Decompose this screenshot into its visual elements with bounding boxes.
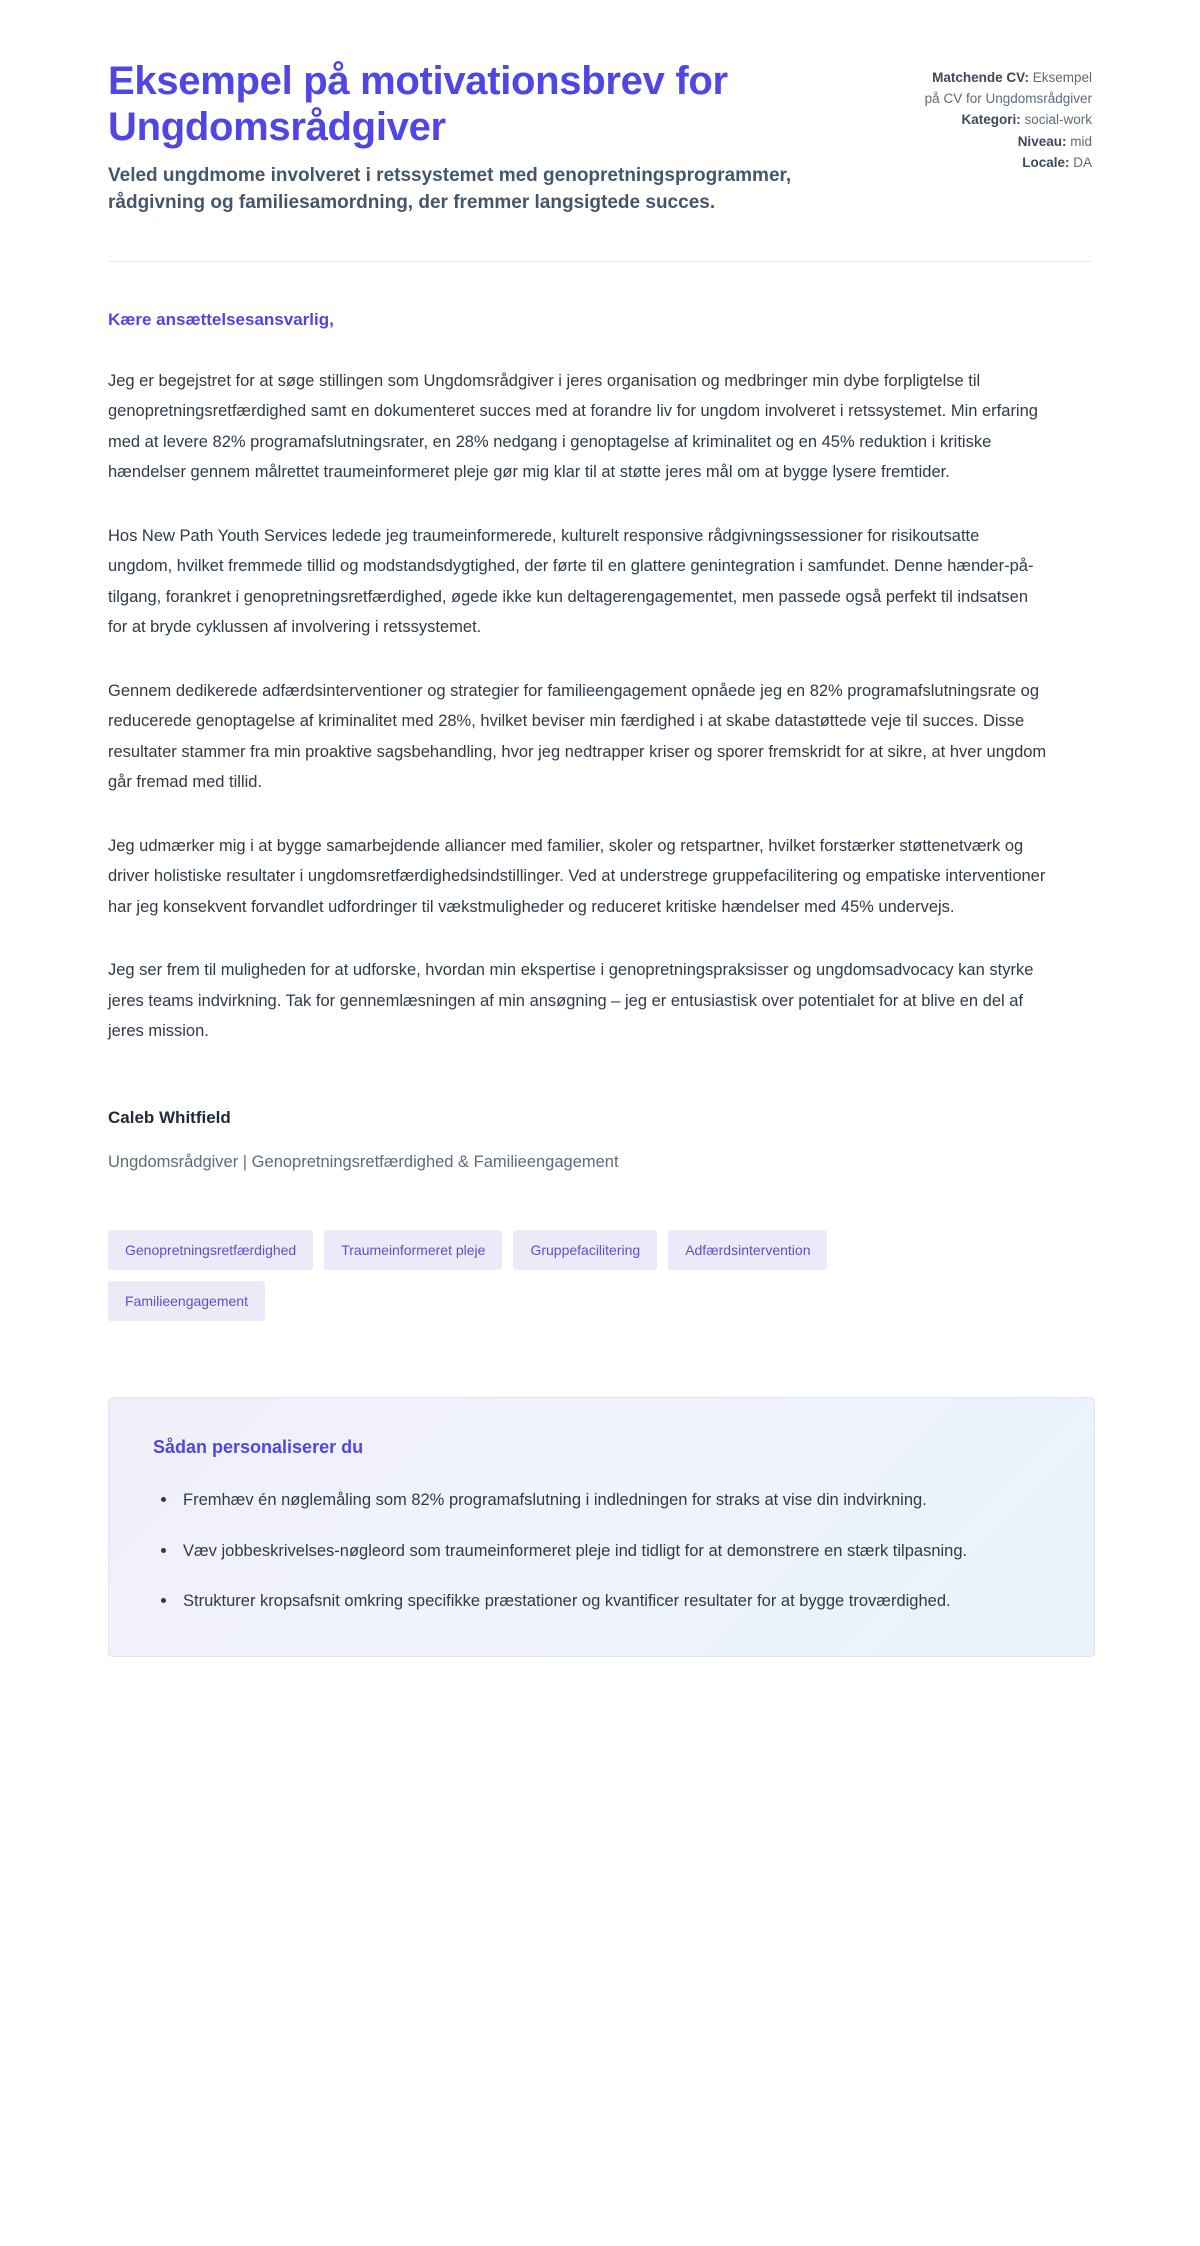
page-subtitle: Veled ungdmome involveret i retssystemet med genopretningsprogrammer, rådgivning og familiesamordning, der fremmer langsigtede succes.	[108, 164, 792, 213]
list-item	[153, 1486, 1050, 1515]
tag-chip[interactable]: Gruppefacilitering	[513, 1230, 657, 1270]
tag-chip[interactable]: Traumeinformeret pleje	[324, 1230, 502, 1270]
meta-category-value: social-work	[1024, 112, 1092, 128]
meta-matching-cv-value: Eksempel på CV for Ungdomsrådgiver	[924, 70, 1092, 106]
bullet-icon	[161, 1548, 166, 1553]
callout-tip-list	[153, 1486, 1050, 1617]
letter-paragraph: Jeg ser frem til muligheden for at udforske, hvordan min ekspertise i genopretningspraksisser og ungdomsadvocacy kan styrke jeres teams indvirkning. Tak for gennemlæsningen af min ansøgning – jeg er entusiastisk over potentialet for at blive en del af jeres mission.	[108, 961, 1034, 1041]
tag-list	[0, 1174, 1000, 1321]
personalization-tips-callout	[108, 1397, 1095, 1657]
letter-paragraph: Jeg er begejstret for at søge stillingen som Ungdomsrådgiver i jeres organisation og medbringer min dybe forpligtelse til genopretningsretfærdighed samt en dokumenteret succes med at forandre liv for ungdom involveret i retssystemet. Min erfaring med at levere 82% programafslutningsrater, en 28% nedgang i genoptagelse af kriminalitet og en 45% reduktion i kritiske hændelser gennem målrettet traumeinformeret pleje gør mig klar til at støtte jeres mål om at bygge lysere fremtider.	[108, 371, 1038, 482]
tag-chip[interactable]: Genopretningsretfærdighed	[108, 1230, 313, 1270]
signature-role: Ungdomsrådgiver | Genopretningsretfærdighed & Familieengagement	[108, 1152, 619, 1171]
callout-title: Sådan personaliserer du	[153, 1437, 364, 1458]
letter-paragraph: Hos New Path Youth Services ledede jeg traumeinformerede, kulturelt responsive rådgivningssessioner for risikoutsatte ungdom, hvilket fremmede tillid og modstandsdygtighed, der førte til en glattere genintegration i samfundet. Denne hænder-på-tilgang, forankret i genopretningsretfærdighed, øgede ikke kun deltagerengagementet, men passede også perfekt til indsatsen for at bryde cyklussen af involvering i retssystemet.	[108, 526, 1034, 637]
signature-block	[0, 1080, 1200, 1175]
signature-name: Caleb Whitfield	[108, 1107, 231, 1127]
meta-category-label: Kategori:	[961, 112, 1021, 128]
meta-matching-cv-label: Matchende CV:	[932, 70, 1029, 85]
tip-text: Strukturer kropsafsnit omkring specifikke præstationer og kvantificer resultater for at bygge troværdighed.	[183, 1592, 951, 1611]
meta-category	[922, 110, 1092, 131]
letter-paragraph: Gennem dedikerede adfærdsinterventioner og strategier for familieengagement opnåede jeg en 82% programafslutningsrate og reducerede genoptagelse af kriminalitet med 28%, hvilket beviser min færdighed i at skabe datastøttede veje til succes. Disse resultater stammer fra min proaktive sagsbehandling, hvor jeg nedtrapper kriser og sporer fremskridt for at sikre, at hver ungdom går fremad med tillid.	[108, 681, 1047, 792]
document-header	[0, 0, 1200, 217]
tip-text: Væv jobbeskrivelses-nøgleord som traumeinformeret pleje ind tidligt for at demonstrere en stærk tilpasning.	[183, 1541, 968, 1560]
meta-locale-label: Locale:	[1022, 155, 1070, 171]
meta-matching-cv	[922, 68, 1092, 109]
tag-chip[interactable]: Familieengagement	[108, 1281, 265, 1321]
list-item	[153, 1537, 1050, 1566]
letter-paragraph: Jeg udmærker mig i at bygge samarbejdende alliancer med familier, skoler og retspartner, hvilket forstærker støttenetværk og driver holistiske resultater i ungdomsretfærdighedsindstillinger. Ved at understrege gruppefacilitering og empatiske interventioner har jeg konsekvent forvandlet udfordringer til vækstmuligheder og reduceret kritiske hændelser med 45% undervejs.	[108, 836, 1046, 916]
document-metadata	[922, 58, 1092, 175]
header-title-group	[108, 58, 878, 217]
meta-locale-value: DA	[1073, 155, 1092, 171]
letter-salutation: Kære ansættelsesansvarlig,	[108, 309, 334, 329]
meta-level-label: Niveau:	[1017, 133, 1067, 149]
bullet-icon	[161, 1598, 166, 1603]
bullet-icon	[161, 1497, 166, 1502]
tip-text: Fremhæv én nøglemåling som 82% programafslutning i indledningen for straks at vise din indvirkning.	[183, 1490, 927, 1509]
meta-level-value: mid	[1070, 133, 1092, 149]
page-title: Eksempel på motivationsbrev for Ungdomsrådgiver	[108, 59, 728, 150]
tag-chip[interactable]: Adfærdsintervention	[668, 1230, 827, 1270]
list-item	[153, 1587, 1050, 1616]
letter-body	[0, 262, 1200, 1047]
meta-locale	[922, 153, 1092, 174]
meta-level	[922, 132, 1092, 153]
